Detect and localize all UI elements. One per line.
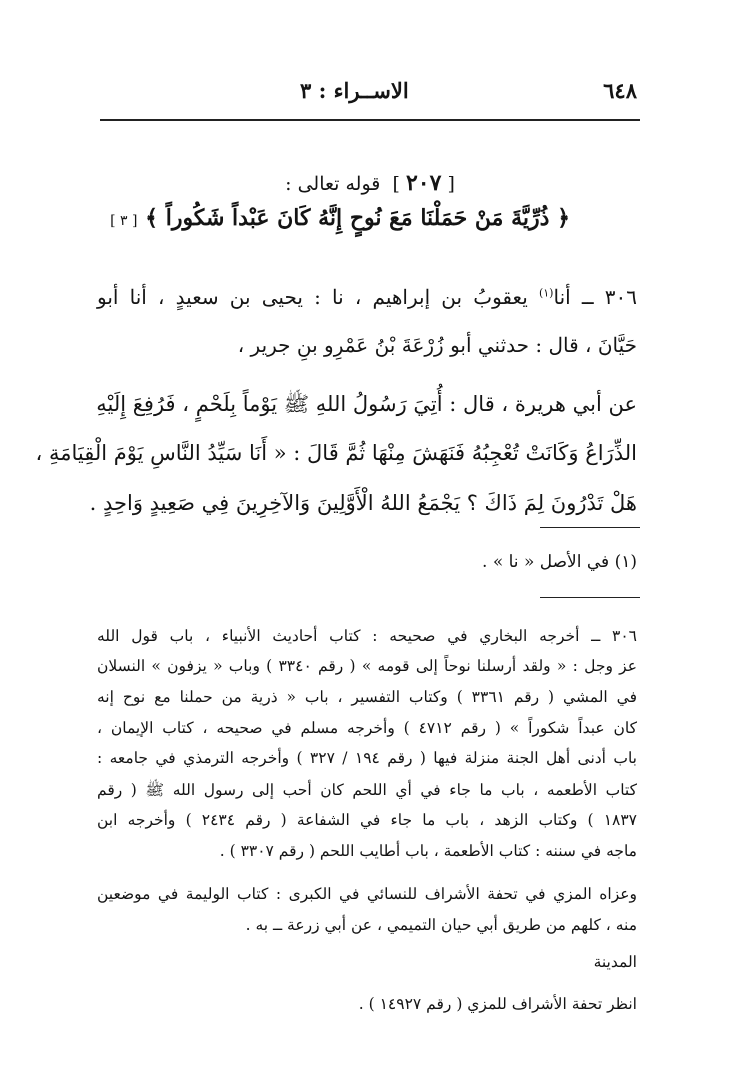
bracket-close: ] [392,173,400,195]
note-line: منه ، كلهم من طريق أبي حيان التميمي ، عن أبي زرعة ــ به . [245,916,637,934]
footnote-marker: (١) [538,286,554,300]
note-line: انظر تحفة الأشراف للمزي ( رقم ١٤٩٢٧ ) . [358,995,637,1013]
note-line: باب أدنى أهل الجنة منزلة فيها ( رقم ١٩٤ / ٣٢٧ ) وأخرجه الترمذي في جامعه : [97,749,637,767]
verse-reference: [ ٣ ] [110,213,138,229]
note-line: كان عبداً شكوراً » ( رقم ٤٧١٢ ) وأخرجه مسلم في صحيحه ، كتاب الإيمان ، [97,719,637,737]
note-line: ٣٠٦ ــ أخرجه البخاري في صحيحه : كتاب أحاديث الأنبياء ، باب قول الله [97,627,637,645]
verse-text: ﴿ ذُرِّيَّةَ مَنْ حَمَلْنَا مَعَ نُوحٍ إِنَّهُ كَانَ عَبْداً شَكُوراً ﴾ [145,205,570,231]
note-line: ماجه في سننه : كتاب الأطعمة ، باب أطايب اللحم ( رقم ٣٣٠٧ ) . [219,842,637,860]
header-rule [100,119,640,121]
note-line: عز وجل : « ولقد أرسلنا نوحاً إلى قومه » ( رقم ٣٣٤٠ ) وباب « يزفون » النسلان [97,657,637,675]
verse-entry-number: ٢٠٧ [405,170,442,196]
quran-verse [110,205,570,231]
footnote: (١) في الأصل « نا » . [482,552,637,572]
hadith-line-5: هَلْ تَدْرُونَ لِمَ ذَاكَ ؟ يَجْمَعُ اللهُ الْأَوَّلِينَ وَالآخِرِينَ فِي صَعِيدٍ وَاحِدٍ . [89,491,637,515]
page-number: ٦٤٨ [603,78,637,103]
verse-intro-text: قوله تعالى : [285,173,381,195]
bracket-open: [ [447,173,455,195]
hadith-line-1-text: يعقوبُ بن إبراهيم ، نا : يحيى بن سعيدٍ ، أنا أبو [97,285,539,309]
hadith-line-4: الذِّرَاعُ وَكَانَتْ تُعْجِبُهُ فَنَهَشَ مِنْهَا ثُمَّ قَالَ : « أَنَا سَيِّدُ النَّاسِ يَوْمَ الْقِيَامَةِ ، [35,441,637,465]
footnote-separator [540,527,640,528]
note-line: ١٨٣٧ ) وكتاب الزهد ، باب ما جاء في الشفاعة ( رقم ٢٤٣٤ ) وأخرجه ابن [97,811,637,829]
note-line: المدينة [593,953,637,971]
note-line: وعزاه المزي في تحفة الأشراف للنسائي في الكبرى : كتاب الوليمة في موضعين [97,885,637,903]
hadith-line-1 [97,285,637,309]
running-head: الاســراء : ٣ [300,78,409,103]
note-line: في المشي ( رقم ٣٣٦١ ) وكتاب التفسير ، باب « ذرية من حملنا مع نوح إنه [97,688,637,706]
hadith-line-3: عن أبي هريرة ، قال : أُتِيَ رَسُولُ اللهِ ﷺ يَوْماً بِلَحْمٍ ، فَرُفِعَ إِلَيْهِ [96,392,637,416]
notes-separator [540,597,640,598]
note-line: كتاب الأطعمه ، باب ما جاء في أي اللحم كان أحب إلى رسول الله ﷺ ( رقم [97,781,637,799]
hadith-number-prefix: ٣٠٦ ــ أنا [553,285,637,309]
hadith-line-2: حَيَّانَ ، قال : حدثني أبو زُرْعَةَ بْنُ عَمْرِو بنِ جرير ، [237,333,637,357]
verse-intro [270,170,470,196]
